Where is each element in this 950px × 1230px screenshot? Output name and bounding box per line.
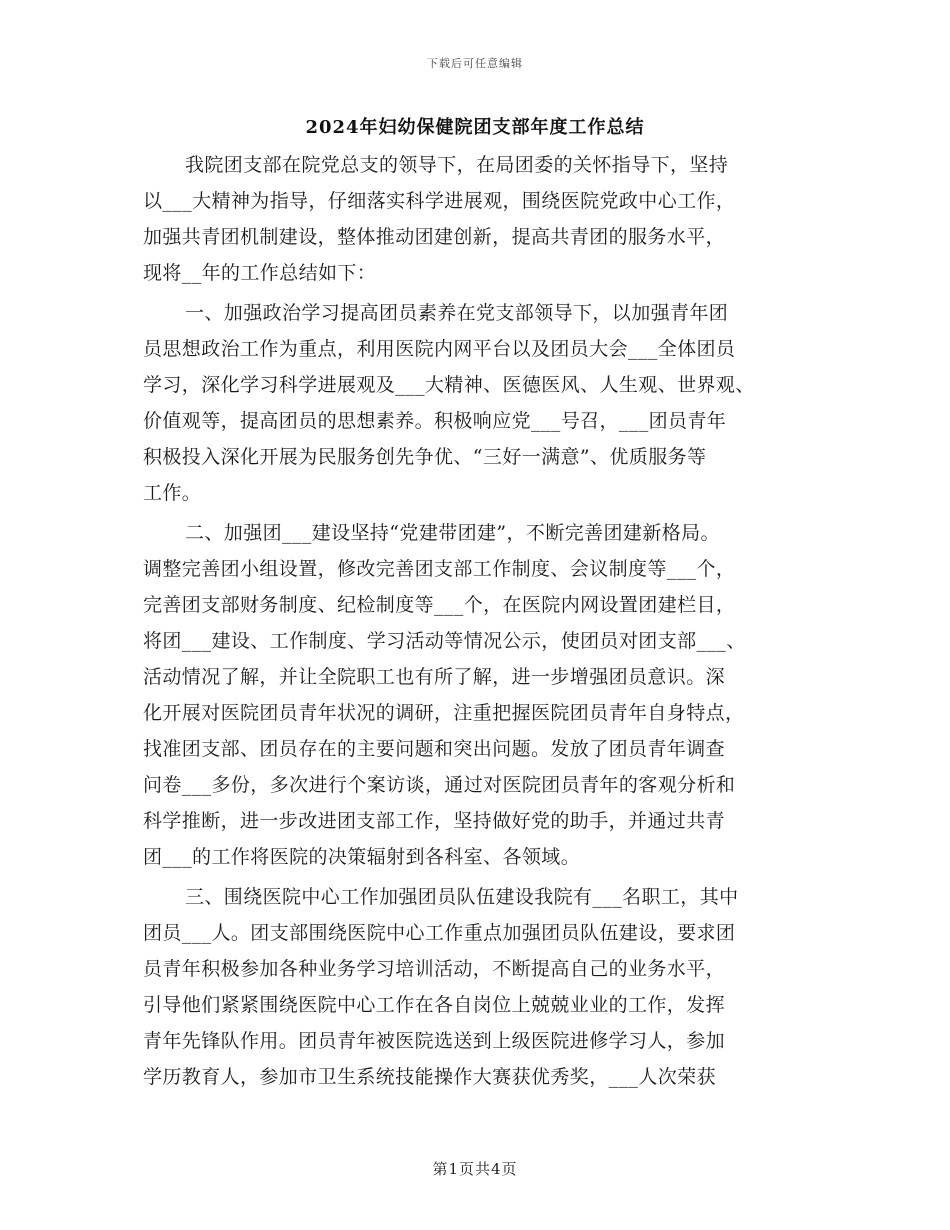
body-line: 化开展对医院团员青年状况的调研，注重把握医院团员青年自身特点， <box>143 702 745 724</box>
body-line: 学历教育人，参加市卫生系统技能操作大赛获优秀奖，___人次荣获 <box>143 1066 716 1088</box>
body-line: 团员___人。团支部围绕医院中心工作重点加强团员队伍建设，要求团 <box>143 922 736 944</box>
download-note: 下载后可任意编辑 <box>427 57 523 70</box>
body-line: 二、加强团___建设坚持“党建带团建”，不断完善团建新格局。 <box>185 522 720 544</box>
body-line: 现将__年的工作总结如下： <box>143 262 377 284</box>
body-line: 我院团支部在院党总支的领导下，在局团委的关怀指导下，坚持 <box>185 154 729 176</box>
body-line: 以___大精神为指导，仔细落实科学进展观，围绕医院党政中心工作， <box>143 190 736 212</box>
body-line: 积极投入深化开展为民服务创先争优、“三好一满意”、优质服务等 <box>143 446 707 468</box>
body-line: 员思想政治工作为重点，利用医院内网平台以及团员大会___全体团员 <box>143 338 736 360</box>
body-line: 员青年积极参加各种业务学习培训活动，不断提高自己的业务水平， <box>143 958 726 980</box>
body-line: 问卷___多份，多次进行个案访谈，通过对医院团员青年的客观分析和 <box>143 774 736 796</box>
body-line: 团___的工作将医院的决策辐射到各科室、各领域。 <box>143 846 581 868</box>
body-line: 活动情况了解，并让全院职工也有所了解，进一步增强团员意识。深 <box>143 666 726 688</box>
body-line: 工作。 <box>143 482 202 504</box>
body-line: 一、加强政治学习提高团员素养在党支部领导下，以加强青年团 <box>185 302 729 324</box>
body-line: 科学推断，进一步改进团支部工作，坚持做好党的助手，并通过共青 <box>143 810 726 832</box>
body-line: 价值观等，提高团员的思想素养。积极响应党___号召，___团员青年 <box>143 410 727 432</box>
body-line: 找准团支部、团员存在的主要问题和突出问题。发放了团员青年调查 <box>143 738 726 760</box>
body-line: 引导他们紧紧围绕医院中心工作在各自岗位上兢兢业业的工作，发挥 <box>143 994 726 1016</box>
body-line: 调整完善团小组设置，修改完善团支部工作制度、会议制度等___个， <box>143 558 736 580</box>
body-line: 加强共青团机制建设，整体推动团建创新，提高共青团的服务水平， <box>143 226 726 248</box>
body-line: 三、围绕医院中心工作加强团员队伍建设我院有___名职工，其中 <box>185 886 739 908</box>
body-line: 学习，深化学习科学进展观及___大精神、医德医风、人生观、世界观、 <box>143 374 755 396</box>
page-number: 第1页共4页 <box>432 1160 518 1178</box>
document-title: 2024年妇幼保健院团支部年度工作总结 <box>305 117 645 138</box>
body-line: 将团___建设、工作制度、学习活动等情况公示，使团员对团支部___、 <box>143 630 746 652</box>
body-line: 完善团支部财务制度、纪检制度等___个，在医院内网设置团建栏目， <box>143 594 736 616</box>
body-line: 青年先锋队作用。团员青年被医院选送到上级医院进修学习人，参加 <box>143 1030 726 1052</box>
